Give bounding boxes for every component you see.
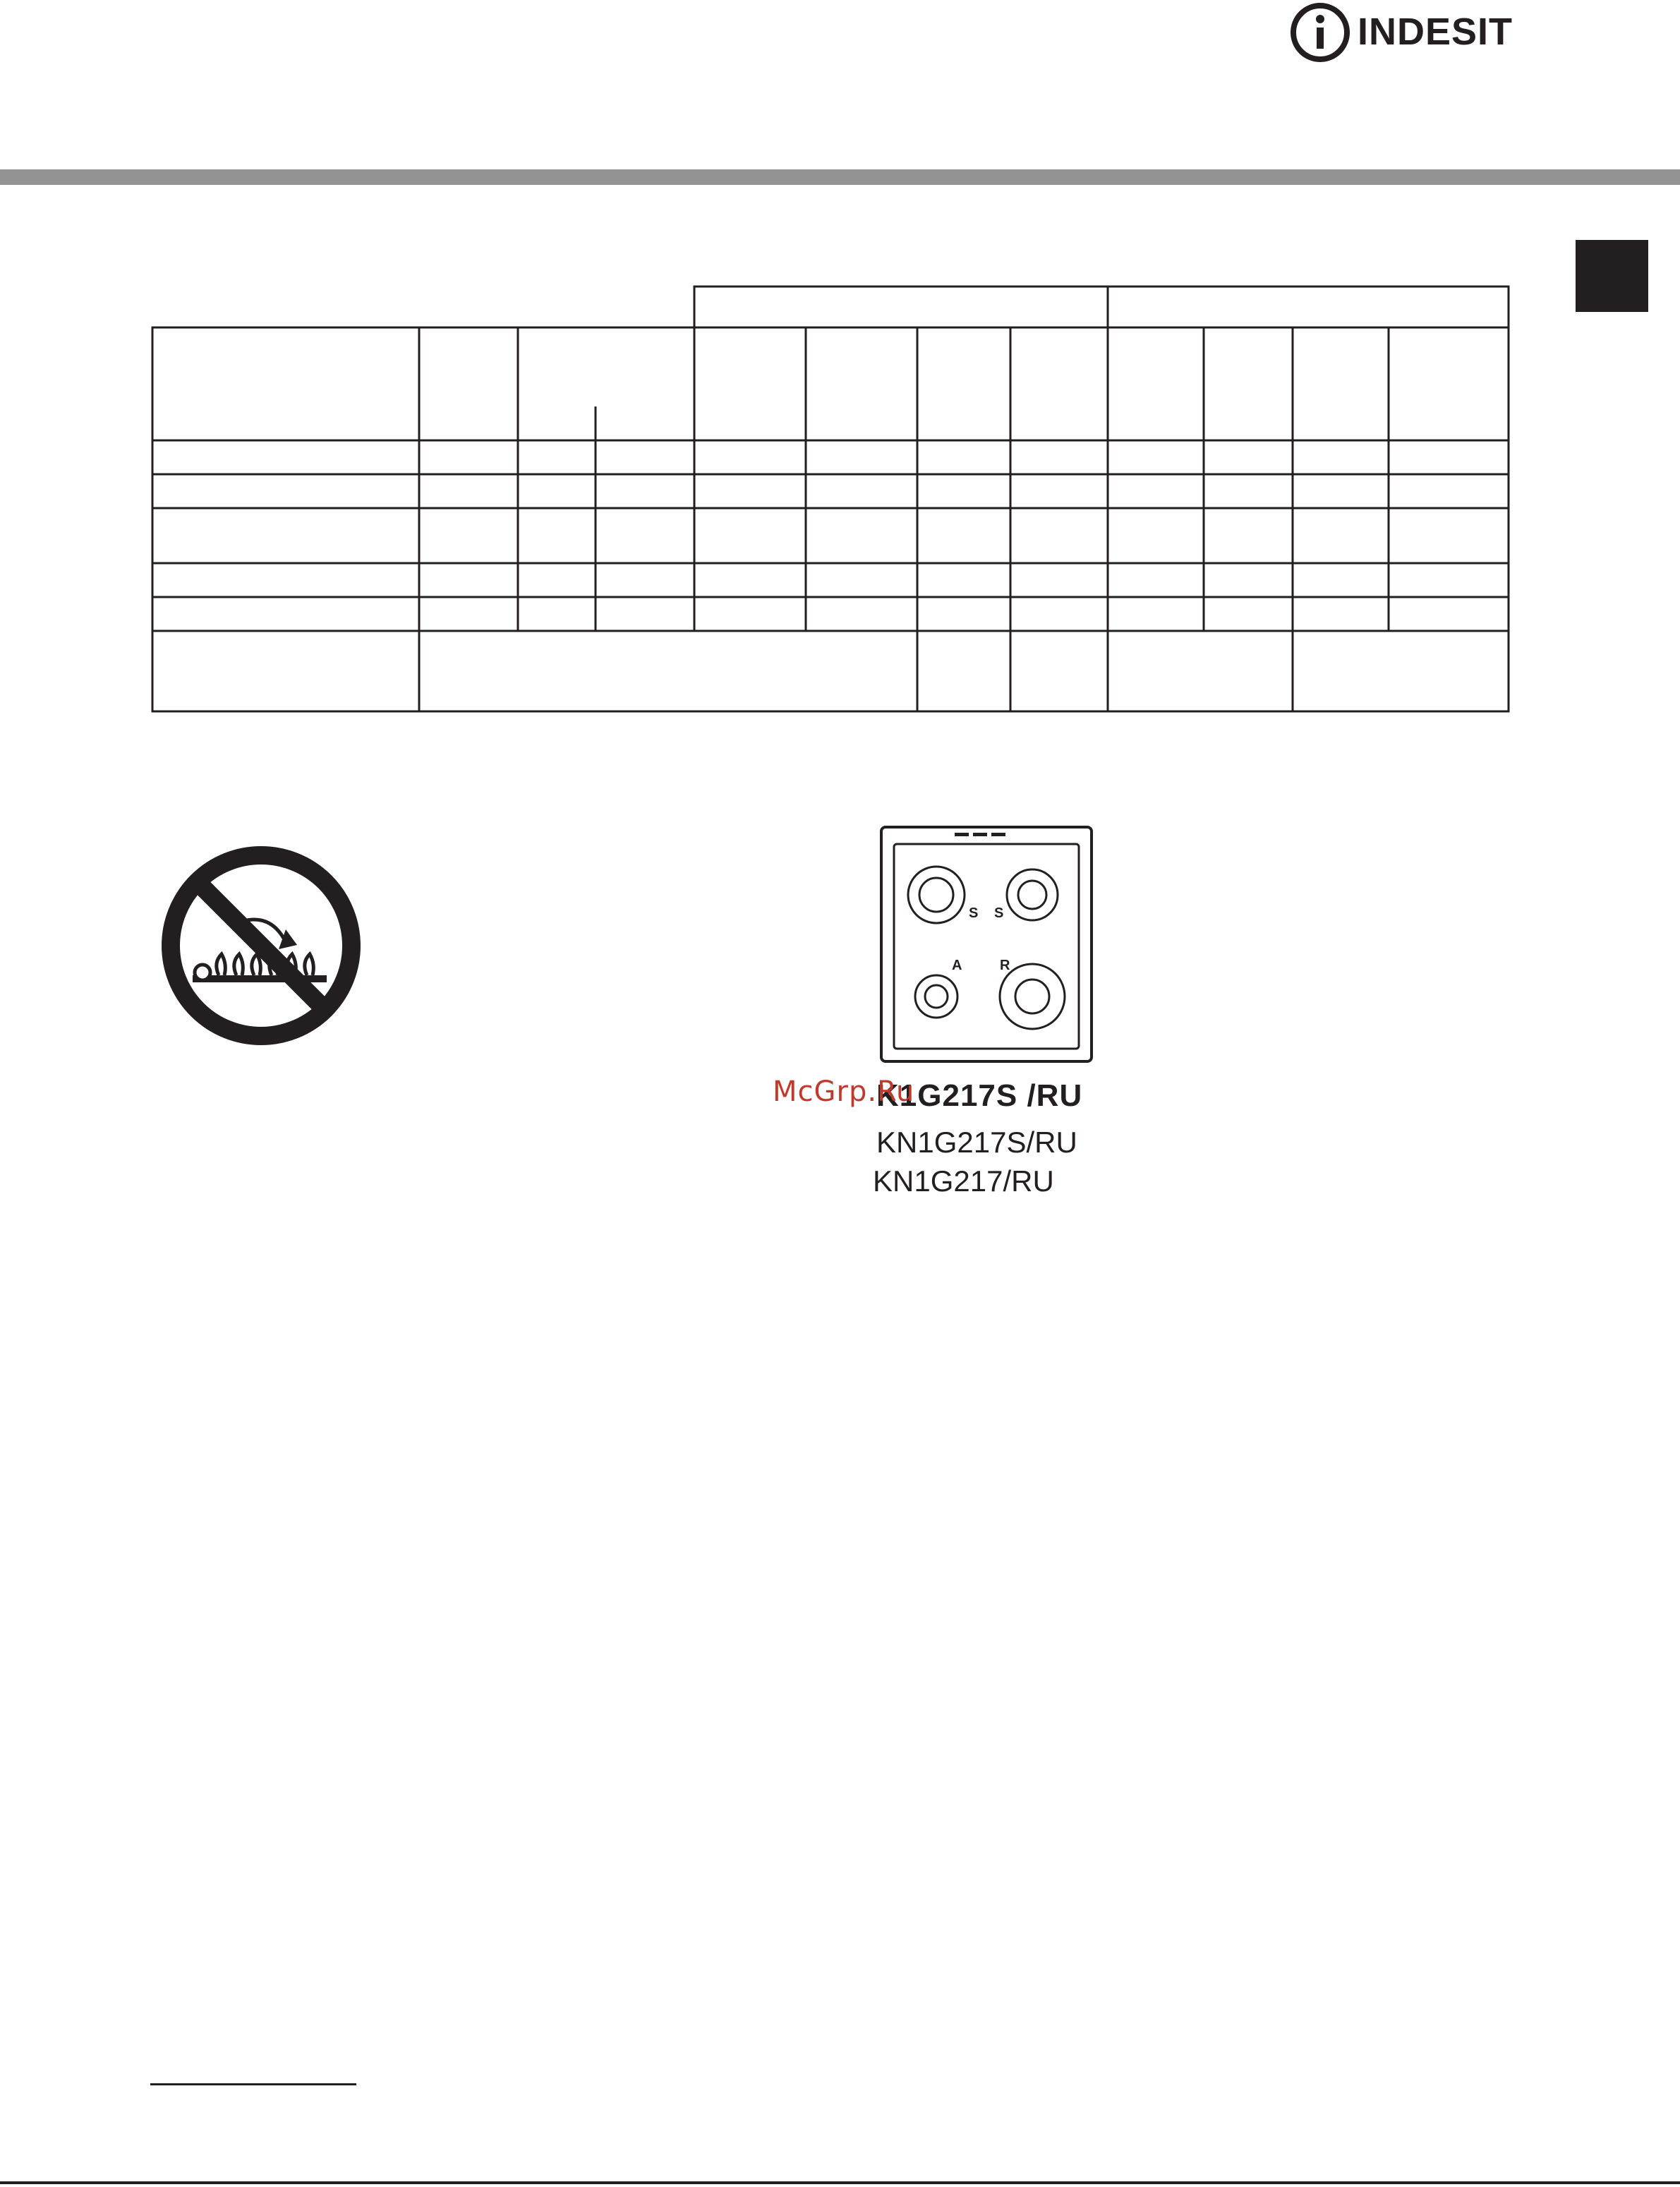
burner-top-left (908, 867, 965, 923)
model-name: KN1G217/RU (873, 1164, 1054, 1198)
burner-label: R (1000, 958, 1010, 973)
indesit-logo (1288, 0, 1528, 68)
table-frame (152, 327, 1509, 711)
footnote-rule (150, 2083, 356, 2085)
model-name: K1G217S /RU (876, 1078, 1083, 1113)
header-rule (0, 169, 1680, 185)
model-name: KN1G217S/RU (876, 1126, 1077, 1159)
section-tab (1576, 240, 1648, 312)
no-flame-icon (159, 843, 363, 1048)
burner-label: S (994, 905, 1004, 921)
burner-top-right (1007, 869, 1058, 920)
burner-bottom-left (915, 975, 957, 1018)
burner-label: S (969, 905, 979, 921)
brand-name: INDESIT (1358, 11, 1513, 53)
table-group-header-left (694, 287, 1108, 327)
hob-diagram (878, 824, 1094, 1064)
watermark: McGrp.Ru (773, 1076, 915, 1108)
gas-data-table (148, 281, 1510, 718)
burner-bottom-right (1000, 964, 1065, 1029)
page-bottom-rule (0, 2181, 1680, 2184)
table-group-header-right (1108, 287, 1509, 327)
burner-label: A (952, 958, 962, 973)
